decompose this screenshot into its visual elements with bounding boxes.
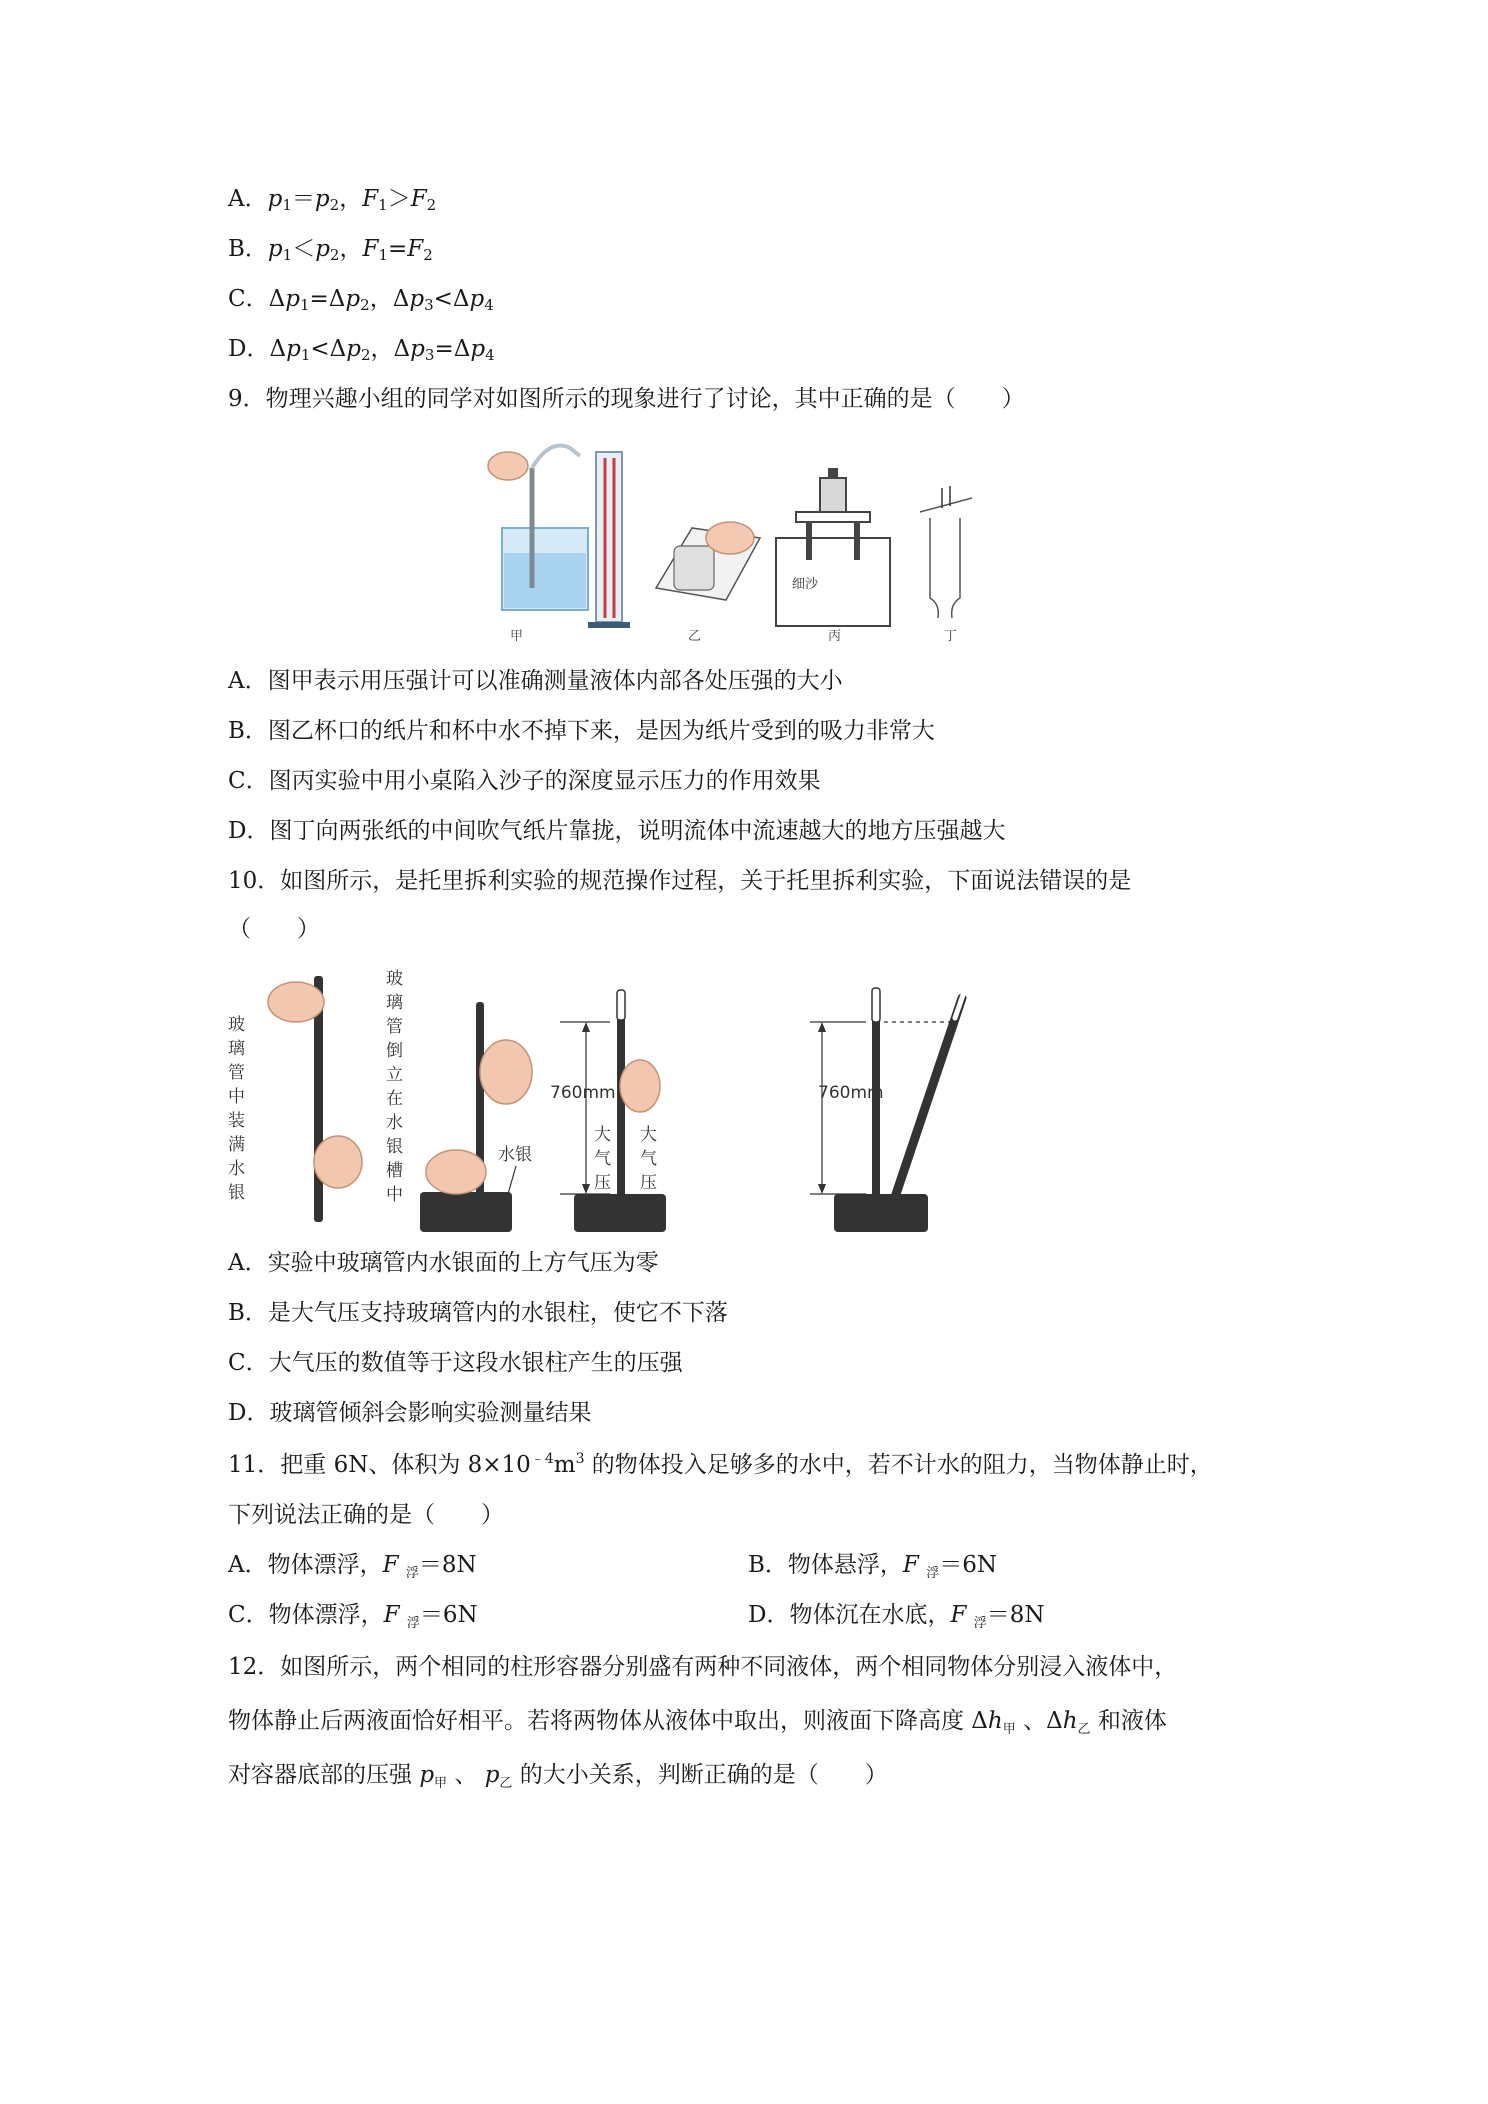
q9-figure — [460, 428, 1040, 648]
vtext-invert-1: 璃 — [386, 993, 403, 1013]
vtext-invert-7: 银 — [386, 1137, 403, 1157]
pressure-gauge-illustration — [488, 446, 630, 629]
q12-line1: 12．如图所示，两个相同的柱形容器分别盛有两种不同液体，两个相同物体分别浸入液体中， — [228, 1654, 1178, 1680]
q10-option-b: B．是大气压支持玻璃管内的水银柱，使它不下落 — [228, 1300, 728, 1326]
vtext-invert-0: 玻 — [386, 969, 403, 989]
vtext-fill-tube-2: 管 — [228, 1063, 245, 1083]
q9-option-c: C．图丙实验中用小桌陷入沙子的深度显示压力的作用效果 — [228, 768, 821, 794]
atm-left-1: 气 — [594, 1149, 611, 1169]
mercury-label: 水银 — [498, 1145, 532, 1165]
two-papers-illustration — [920, 486, 972, 618]
vtext-invert-4: 立 — [386, 1065, 403, 1085]
label-ding: 丁 — [944, 629, 958, 644]
q8-option-c: C．$\Delta p_1=\Delta p_2$，$\Delta p_3<\Delta p_4$ — [228, 286, 494, 314]
q11-option-c: C．物体漂浮，F $_浮$＝6N — [228, 1602, 478, 1631]
atm-left-0: 大 — [594, 1125, 611, 1145]
vtext-fill-tube-1: 璃 — [228, 1039, 245, 1059]
label-yi: 乙 — [688, 629, 702, 644]
label-jia: 甲 — [510, 629, 524, 644]
q10-option-a: A．实验中玻璃管内水银面的上方气压为零 — [228, 1250, 659, 1276]
vtext-invert-8: 槽 — [386, 1161, 403, 1181]
atm-right-2: 压 — [640, 1173, 657, 1193]
q12-line3: 对容器底部的压强 $p_甲$ 、 $p_乙$ 的大小关系，判断正确的是（ ） — [228, 1762, 888, 1791]
panel-fill-tube — [268, 976, 362, 1222]
vtext-fill-tube-0: 玻 — [228, 1015, 245, 1035]
vtext-invert-3: 倒 — [386, 1041, 403, 1061]
q11-option-a: A．物体漂浮，F $_浮$＝8N — [228, 1552, 477, 1581]
q11-stem-line1: 11．把重 6N、体积为 $8\times 10^{﹣4}m^3$ 的物体投入足够多的水中，若不计水的阻力，当物体静止时， — [228, 1451, 1213, 1478]
q11-option-b: B．物体悬浮，F $_浮$＝6N — [748, 1552, 997, 1581]
vtext-invert-2: 管 — [386, 1017, 403, 1037]
table-sand-illustration — [776, 468, 890, 626]
paper-card-illustration — [656, 522, 760, 600]
q9-option-a: A．图甲表示用压强计可以准确测量液体内部各处压强的大小 — [228, 668, 843, 694]
q11-stem-line2: 下列说法正确的是（ ） — [228, 1502, 504, 1528]
vtext-invert-5: 在 — [386, 1089, 403, 1109]
atm-right-1: 气 — [640, 1149, 657, 1169]
q9-option-b: B．图乙杯口的纸片和杯中水不掉下来，是因为纸片受到的吸力非常大 — [228, 718, 935, 744]
q11-option-d: D．物体沉在水底，F $_浮$＝8N — [748, 1602, 1045, 1631]
panel-measure-760 — [550, 990, 666, 1232]
q8-option-a: A．$p_1=p_2$，$F_1>F_2$ — [228, 186, 437, 214]
q10-stem-line1: 10．如图所示，是托里拆利实验的规范操作过程，关于托里拆利实验，下面说法错误的是 — [228, 868, 1132, 894]
vtext-fill-tube-7: 银 — [228, 1183, 245, 1203]
sand-label: 细沙 — [792, 577, 819, 592]
q12-line2: 物体静止后两液面恰好相平。若将两物体从液体中取出，则液面下降高度 $\Delta h_甲$ 、$\Delta h_乙$ 和液体 — [228, 1708, 1167, 1737]
vtext-invert-9: 中 — [386, 1185, 403, 1205]
q8-option-d: D．$\Delta p_1<\Delta p_2$，$\Delta p_3=\Delta p_4$ — [228, 336, 495, 364]
atm-right-0: 大 — [640, 1125, 657, 1145]
vtext-fill-tube-3: 中 — [228, 1087, 245, 1107]
q10-option-c: C．大气压的数值等于这段水银柱产生的压强 — [228, 1350, 683, 1376]
q8-option-b: B．$p_1<p_2$，$F_1=F_2$ — [228, 236, 433, 264]
atm-left-2: 压 — [594, 1173, 611, 1193]
q10-option-d: D．玻璃管倾斜会影响实验测量结果 — [228, 1400, 592, 1426]
q10-figure — [220, 962, 1060, 1238]
height-label: 760mm — [550, 1083, 616, 1103]
height-label-2: 760mm — [818, 1083, 884, 1103]
vtext-invert-6: 水 — [386, 1113, 403, 1133]
q9-stem: 9．物理兴趣小组的同学对如图所示的现象进行了讨论，其中正确的是（ ） — [228, 386, 1025, 412]
vtext-fill-tube-6: 水 — [228, 1159, 245, 1179]
panel-invert-tube — [420, 1002, 532, 1232]
q9-option-d: D．图丁向两张纸的中间吹气纸片靠拢，说明流体中流速越大的地方压强越大 — [228, 818, 1006, 844]
vtext-fill-tube-4: 装 — [228, 1111, 245, 1131]
label-bing: 丙 — [828, 629, 842, 644]
panel-tilted-tube — [810, 988, 964, 1232]
q10-stem-line2: （ ） — [228, 916, 320, 942]
vtext-fill-tube-5: 满 — [228, 1135, 245, 1155]
